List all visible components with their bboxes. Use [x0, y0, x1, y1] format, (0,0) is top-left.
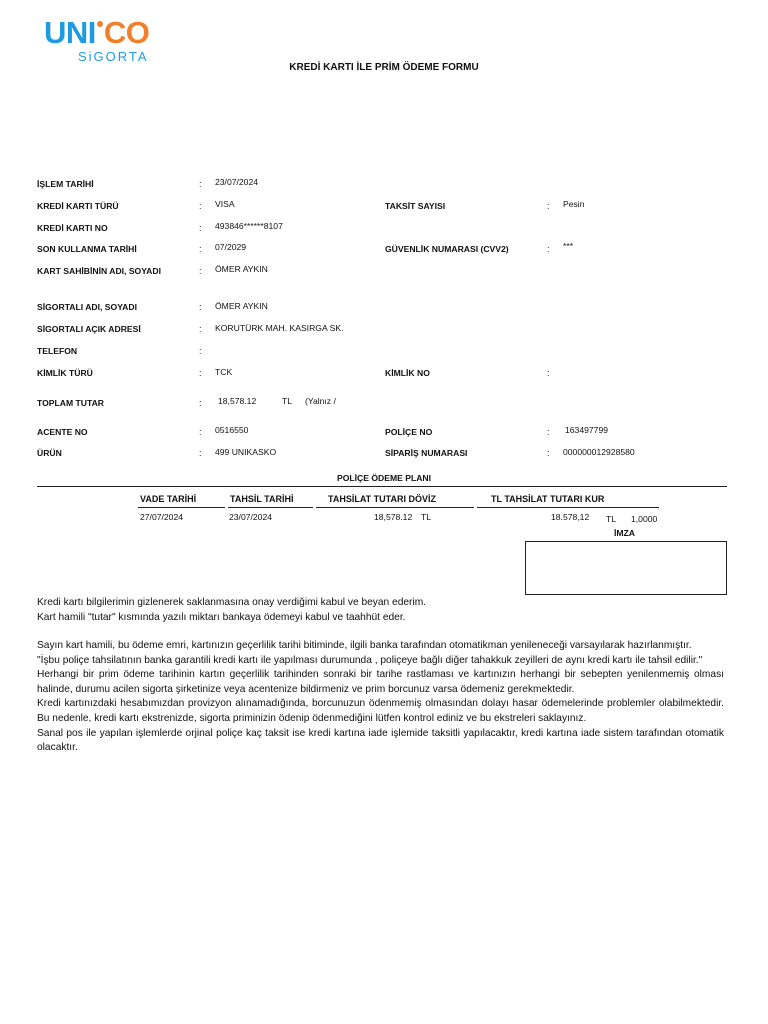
plan-header-underline — [316, 507, 474, 508]
payment-plan-title: POLİÇE ÖDEME PLANI — [336, 473, 432, 483]
consent-line: Kredi kartı bilgilerimin gizlenerek saklanmasına onay verdiğimi kabul ve beyan ederim. — [37, 597, 427, 608]
sigortali-adi-value: ÖMER AYKIN — [215, 301, 268, 311]
colon: : — [199, 398, 202, 408]
son-kullanma-value: 07/2029 — [215, 242, 247, 252]
plan-header-underline — [228, 507, 313, 508]
plan-header-tahsil: TAHSİL TARİHİ — [230, 494, 294, 504]
cvv-label: GÜVENLİK NUMARASI (CVV2) — [385, 244, 509, 254]
plan-header-underline — [477, 507, 659, 508]
toplam-tutar-value: 18,578.12 — [218, 396, 257, 406]
colon: : — [199, 223, 202, 233]
plan-header-underline — [138, 507, 225, 508]
kart-sahibi-label: KART SAHİBİNİN ADI, SOYADI — [37, 266, 161, 276]
kart-turu-label: KREDİ KARTI TÜRÜ — [37, 201, 119, 211]
siparis-no-value: 000000012928580 — [563, 447, 635, 457]
plan-header-tl-tutar-kur: TL TAHSİLAT TUTARI KUR — [491, 494, 605, 504]
plan-cell-tl-tutar: 18.578,12 — [551, 512, 590, 522]
islem-tarihi-label: İŞLEM TARİHİ — [37, 179, 94, 189]
info-paragraph: Herhangi bir prim ödeme tarihinin kartın geçerlilik tarihinden sonraki bir tarihe rastlaması ve kartınızın herhangi bir sebepten yenilenmemiş olması halinde, durumu acilen sigorta şirketinize veya acentenize bildirmeniz ve prim borcunuz varsa ödemeniz gerekmektedir. — [37, 669, 724, 695]
plan-cell-tahsil: 23/07/2024 — [229, 512, 273, 522]
consent-block — [37, 596, 724, 625]
plan-cell-vade: 27/07/2024 — [140, 512, 184, 522]
police-no-label: POLİÇE NO — [385, 427, 433, 437]
colon: : — [199, 427, 202, 437]
adres-label: SİGORTALI AÇIK ADRESİ — [37, 324, 141, 334]
kart-no-label: KREDİ KARTI NO — [37, 223, 108, 233]
sigortali-adi-label: SİGORTALI ADI, SOYADI — [37, 302, 137, 312]
acente-no-label: ACENTE NO — [37, 427, 88, 437]
info-paragraph: Sanal pos ile yapılan işlemlerde orjinal poliçe kaç taksit ise kredi kartına iade işlemide taksitli yapılacaktır, kredi kartına iade sistem tarafından otomatik olacaktır. — [37, 727, 724, 754]
adres-value: KORUTÜRK MAH. KASIRGA SK. — [215, 323, 344, 333]
logo-subtitle: SiGORTA — [78, 49, 149, 64]
colon: : — [199, 201, 202, 211]
kimlik-no-label: KİMLİK NO — [385, 368, 430, 378]
urun-label: ÜRÜN — [37, 448, 62, 458]
colon: : — [199, 346, 202, 356]
plan-cell-tl: TL — [606, 514, 617, 524]
taksit-sayisi-value: Pesin — [563, 199, 585, 209]
info-paragraph: Sayın kart hamili, bu ödeme emri, kartınızın geçerlilik tarihi bitiminde, ilgili banka tarafından otomatikman yenileneceği varsayılarak hazırlanmıştır. — [37, 640, 692, 651]
colon: : — [199, 266, 202, 276]
toplam-tutar-note: (Yalnız / — [305, 396, 336, 406]
signature-label: İMZA — [614, 528, 636, 538]
kimlik-turu-label: KİMLİK TÜRÜ — [37, 368, 93, 378]
form-title: KREDİ KARTI İLE PRİM ÖDEME FORMU — [289, 62, 479, 73]
consent-line: Kart hamili "tutar" kısmında yazılı miktarı bankaya ödemeyi kabul ve taahhüt eder. — [37, 611, 406, 623]
info-paragraphs — [37, 639, 724, 756]
colon: : — [199, 302, 202, 312]
acente-no-value: 0516550 — [215, 425, 249, 435]
plan-cell-doviz: TL — [421, 512, 432, 522]
colon: : — [199, 448, 202, 458]
kart-sahibi-value: ÖMER AYKIN — [215, 264, 268, 274]
info-paragraph: Kredi kartınızdaki hesabımızdan provizyon alınamadığında, borcunuzun ödenmemiş olmasından dolayı hasar ödemelerinde problemler olabilmektedir. Bu nedenle, kredi kartı ekstrenizde, sigorta priminizin ödenip ödenmediğini lütfen kontrol ediniz ve bu ekstreleri saklayınız. — [37, 698, 724, 724]
plan-cell-tutar: 18,578.12 — [374, 512, 413, 522]
kimlik-turu-value: TCK — [215, 367, 233, 377]
telefon-label: TELEFON — [37, 346, 78, 356]
plan-header-tutar-doviz: TAHSİLAT TUTARI DÖVİZ — [328, 494, 436, 504]
kart-no-value: 493846******8107 — [215, 221, 283, 231]
colon: : — [199, 244, 202, 254]
islem-tarihi-value: 23/07/2024 — [215, 177, 259, 187]
payment-plan-divider — [37, 486, 727, 487]
logo-wordmark: UNI CO — [44, 15, 150, 50]
colon: : — [547, 427, 550, 437]
colon: : — [199, 179, 202, 189]
urun-value: 499 UNIKASKO — [215, 447, 277, 457]
son-kullanma-label: SON KULLANMA TARİHİ — [37, 244, 137, 254]
police-no-value: 163497799 — [565, 425, 609, 435]
colon: : — [199, 324, 202, 334]
taksit-sayisi-label: TAKSİT SAYISI — [385, 201, 446, 211]
cvv-value: *** — [563, 241, 574, 251]
colon: : — [547, 448, 550, 458]
toplam-tutar-label: TOPLAM TUTAR — [37, 398, 104, 408]
unico-sigorta-logo — [44, 16, 196, 66]
kart-turu-value: VISA — [215, 199, 235, 209]
colon: : — [547, 368, 550, 378]
info-paragraph: "İşbu poliçe tahsilatının banka garantili kredi kartı ile yapılması durumunda , poliçeye bağlı diğer tahakkuk zeyilleri de aynı kredi kartı ile tahsil edilir." — [37, 654, 703, 666]
logo-dot-icon — [97, 21, 103, 27]
siparis-no-label: SİPARİŞ NUMARASI — [385, 448, 468, 458]
plan-header-vade: VADE TARİHİ — [140, 494, 197, 504]
toplam-tutar-currency: TL — [282, 396, 293, 406]
signature-box — [525, 541, 727, 595]
colon: : — [199, 368, 202, 378]
colon: : — [547, 244, 550, 254]
plan-cell-kur: 1,0000 — [631, 514, 658, 524]
colon: : — [547, 201, 550, 211]
